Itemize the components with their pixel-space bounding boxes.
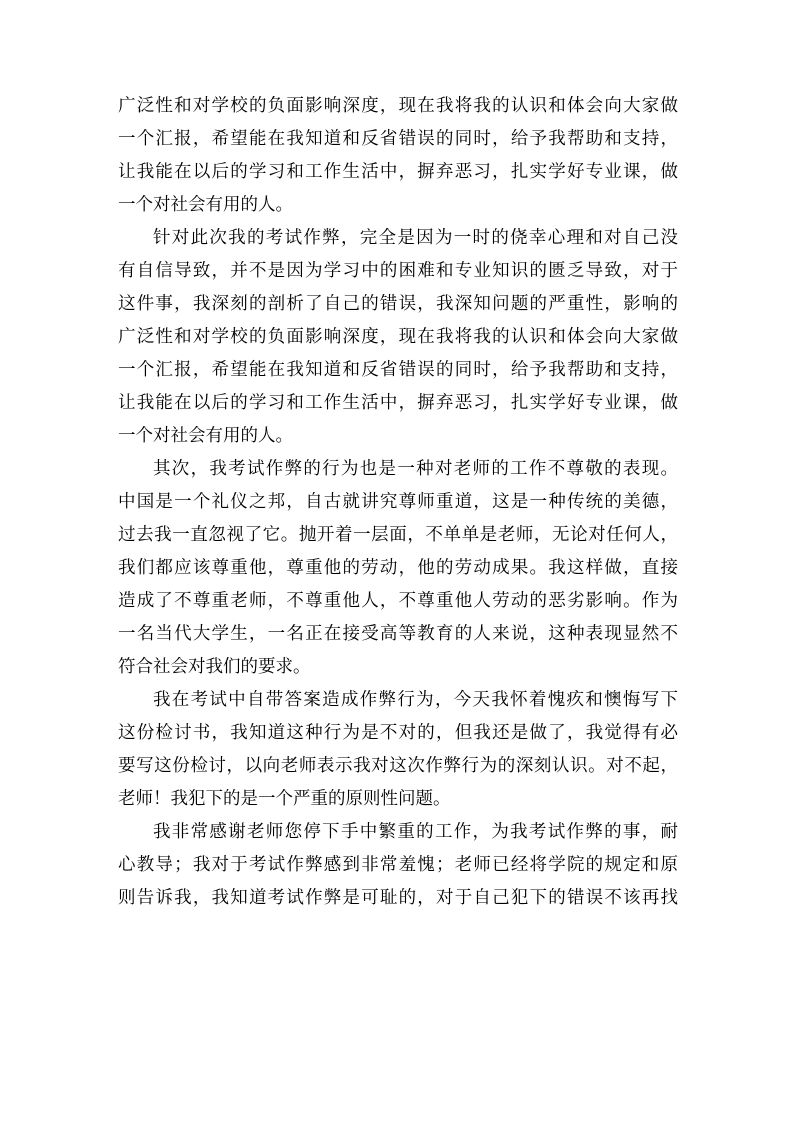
paragraph-line: 我们都应该尊重他，尊重他的劳动，他的劳动成果。我这样做，直接 [118, 558, 678, 578]
paragraph-line: 中国是一个礼仪之邦，自古就讲究尊师重道，这是一种传统的美德， [118, 492, 678, 512]
paragraph-line: 广泛性和对学校的负面影响深度，现在我将我的认识和体会向大家做 [118, 327, 678, 347]
paragraph-line: 有自信导致，并不是因为学习中的困难和专业知识的匮乏导致，对于 [118, 261, 678, 281]
paragraph-line: 一个汇报，希望能在我知道和反省错误的同时，给予我帮助和支持， [118, 129, 678, 149]
paragraph-2 [118, 222, 678, 453]
paragraph-line: 一个汇报，希望能在我知道和反省错误的同时，给予我帮助和支持， [118, 360, 678, 380]
paragraph-line: 这件事，我深刻的剖析了自己的错误，我深知问题的严重性，影响的 [118, 294, 678, 314]
paragraph-line: 我在考试中自带答案造成作弊行为，今天我怀着愧疚和懊悔写下 [153, 690, 678, 710]
paragraph-line: 这份检讨书，我知道这种行为是不对的，但我还是做了，我觉得有必 [118, 723, 678, 743]
paragraph-line: 心教导；我对于考试作弊感到非常羞愧；老师已经将学院的规定和原 [118, 855, 678, 875]
paragraph-line: 针对此次我的考试作弊，完全是因为一时的侥幸心理和对自己没 [153, 228, 678, 248]
paragraph-line: 过去我一直忽视了它。抛开着一层面，不单单是老师，无论对任何人， [118, 525, 678, 545]
document-body [118, 90, 678, 915]
paragraph-line: 让我能在以后的学习和工作生活中，摒弃恶习，扎实学好专业课，做 [118, 393, 678, 413]
paragraph-line: 符合社会对我们的要求。 [118, 657, 311, 677]
paragraph-line: 老师！我犯下的是一个严重的原则性问题。 [118, 789, 451, 809]
paragraph-line: 其次，我考试作弊的行为也是一种对老师的工作不尊敬的表现。 [153, 459, 678, 479]
paragraph-4 [118, 684, 678, 816]
paragraph-line: 一个对社会有用的人。 [118, 426, 293, 446]
paragraph-line: 让我能在以后的学习和工作生活中，摒弃恶习，扎实学好专业课，做 [118, 162, 678, 182]
paragraph-line: 要写这份检讨，以向老师表示我对这次作弊行为的深刻认识。对不起， [118, 756, 678, 776]
paragraph-line: 广泛性和对学校的负面影响深度，现在我将我的认识和体会向大家做 [118, 96, 678, 116]
paragraph-line: 一个对社会有用的人。 [118, 195, 293, 215]
paragraph-line: 我非常感谢老师您停下手中繁重的工作，为我考试作弊的事，耐 [153, 822, 678, 842]
paragraph-3 [118, 453, 678, 684]
paragraph-line: 一名当代大学生，一名正在接受高等教育的人来说，这种表现显然不 [118, 624, 678, 644]
paragraph-5 [118, 816, 678, 915]
paragraph-1 [118, 90, 678, 222]
paragraph-line: 造成了不尊重老师，不尊重他人，不尊重他人劳动的恶劣影响。作为 [118, 591, 678, 611]
paragraph-line: 则告诉我，我知道考试作弊是可耻的，对于自己犯下的错误不该再找 [118, 888, 678, 908]
